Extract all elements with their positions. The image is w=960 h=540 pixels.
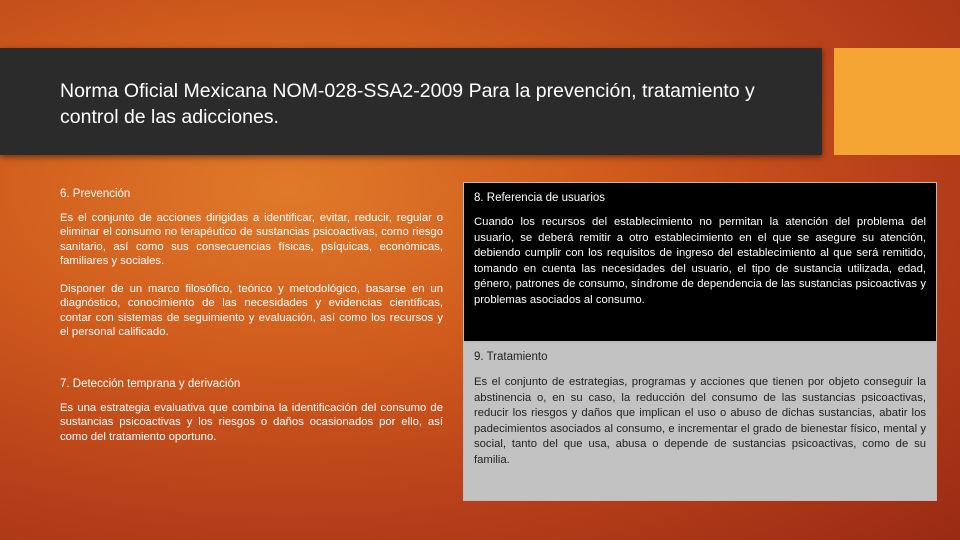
section-9-box: [463, 342, 937, 501]
section-9-paragraph: Es el conjunto de estrategias, programas y acciones que tienen por objeto conseguir la abstinencia o, en su caso, la reducción del consumo de las sustancias psicoactivas, reducir los riesgos y daños que implican el uso o abuso de dichas sustancias, abatir los padecimientos asociados al consumo, e incrementar el grado de bienestar físico, mental y social, tanto del que usa, abusa o depende de sustancias psicoactivas, como de su familia.: [474, 376, 926, 466]
section-6-paragraph-1: Es el conjunto de acciones dirigidas a identificar, evitar, reducir, regular o eliminar el consumo no terapéutico de sustancias psicoactivas, como riesgo sanitario, así como sus consecuencias físicas, psíquicas, económicas, familiares y sociales.: [60, 212, 443, 268]
slide-title: Norma Oficial Mexicana NOM-028-SSA2-2009 Para la prevención, tratamiento y control de las adicciones.: [60, 80, 755, 128]
section-8-heading: 8. Referencia de usuarios: [474, 192, 606, 204]
section-6-heading: 6. Prevención: [60, 188, 131, 200]
section-7-paragraph: Es una estrategia evaluativa que combina la identificación del consumo de sustancias psicoactivas y los riesgos o daños ocasionados por ello, así como del tratamiento oportuno.: [60, 402, 443, 443]
section-9-heading: 9. Tratamiento: [474, 351, 548, 363]
section-6-paragraph-2: Disponer de un marco filosófico, teórico y metodológico, basarse en un diagnóstico, conocimiento de las necesidades y evidencias científicas, contar con sistemas de seguimiento y evaluación, así como los recursos y el personal calificado.: [60, 283, 443, 339]
section-8-box: [463, 182, 937, 342]
accent-block: [834, 48, 960, 155]
section-8-paragraph: Cuando los recursos del establecimiento no permitan la atención del problema del usuario, se deberá remitir a otro establecimiento en el que se asegure su atención, debiendo cumplir con los requisitos de ingreso del establecimiento al que será remitido, tomando en cuenta las necesidades del usuario, el tipo de sustancia utilizada, edad, género, patrones de consumo, síndrome de dependencia de las sustancias psicoactivas y problemas asociados al consumo.: [474, 216, 926, 306]
section-7-heading: 7. Detección temprana y derivación: [60, 378, 241, 390]
